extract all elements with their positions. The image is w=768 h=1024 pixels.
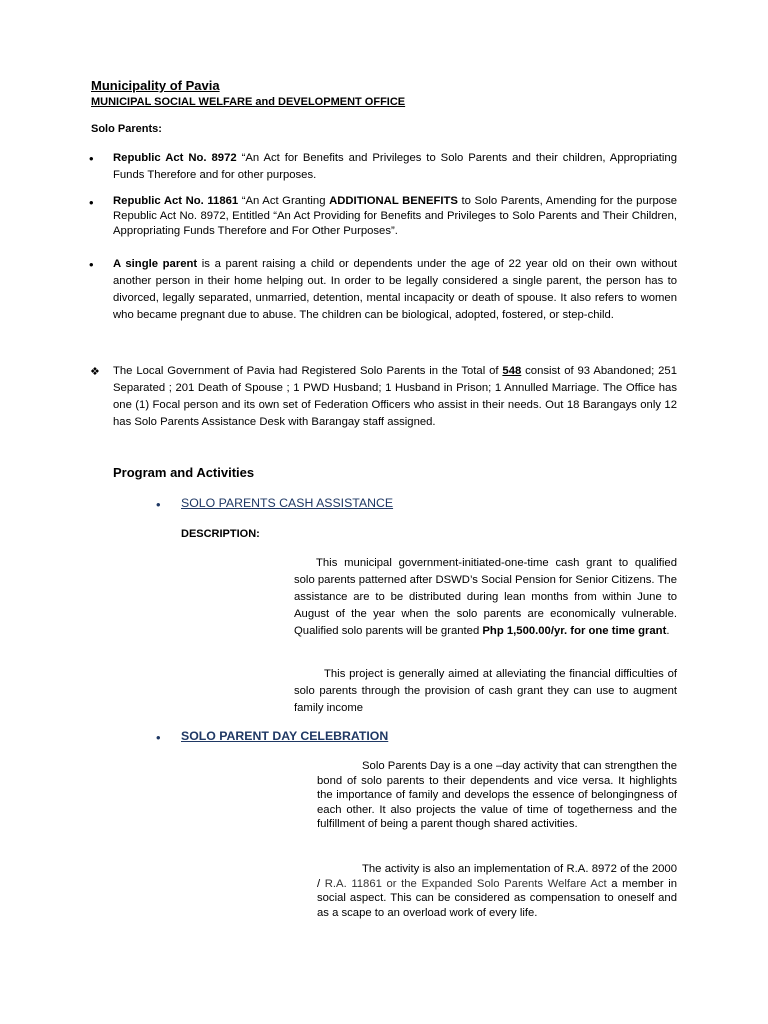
bullet-icon: •	[89, 257, 94, 272]
day-celebration-desc	[317, 759, 677, 832]
law-ra-11861-name: Republic Act No. 11861	[113, 195, 239, 207]
day-impl-text-a: The activity is also an implementation of R.A. 8972 of the 2000 /	[317, 863, 677, 890]
description-label: DESCRIPTION:	[181, 528, 260, 540]
registered-solo-parents	[113, 363, 677, 431]
solo-parents-label: Solo Parents:	[91, 123, 162, 135]
diamond-bullet-icon: ❖	[90, 366, 100, 378]
registered-total: 548	[502, 365, 522, 377]
law-ra-11861-text-c: to Solo Parents, Amending for the purpose Republic Act No. 8972, Entitled “An Act Providing for Benefits and Privileges to Solo Parents and Their Children, Appropriating Funds Therefore and For Other Purposes”.	[113, 195, 678, 237]
cash-assistance-desc	[294, 555, 677, 640]
office-title: MUNICIPAL SOCIAL WELFARE and DEVELOPMENT OFFICE	[91, 96, 406, 108]
single-parent-text: is a parent raising a child or dependents under the age of 22 year old on their own without another person in their home helping out. In order to be legally considered a single parent, the person has to divorced, legally separated, unmarried, detention, mental incapacity or death of spouse. It also refers to women who became pregnant due to abuse. The children can be biological, adopted, fostered, or step-child.	[113, 258, 677, 321]
single-parent-term: A single parent	[113, 258, 198, 270]
cash-aim-text: This project is generally aimed at alleviating the financial difficulties of solo parents through the provision of cash grant they can use to augment family income	[294, 668, 677, 714]
program-title: Program and Activities	[113, 465, 255, 480]
bullet-icon: •	[89, 195, 94, 210]
day-celebration-title: SOLO PARENT DAY CELEBRATION	[181, 729, 389, 743]
law-ra-8972	[113, 150, 677, 184]
law-ra-11861-text-a: “An Act Granting	[238, 195, 330, 207]
law-ra-8972-text: “An Act for Benefits and Privileges to Solo Parents and their children, Appropriating Funds Therefore and for other purposes.	[113, 152, 678, 181]
cash-assistance-aim	[294, 666, 677, 717]
law-ra-11861	[113, 194, 677, 239]
bullet-icon: •	[156, 497, 161, 512]
day-celebration-implementation	[317, 862, 677, 920]
law-ra-11861-additional-benefits: ADDITIONAL BENEFITS	[329, 195, 458, 207]
single-parent-definition	[113, 256, 677, 324]
registered-text-b: consist of 93 Abandoned; 251 Separated ; 201 Death of Spouse ; 1 PWD Husband; 1 Husband in Prison; 1 Annulled Marriage. The Office has one (1) Focal person and its own set of Federation Officers who assist in their needs. Out 18 Barangays only 12 has Solo Parents Assistance Desk with Barangay staff assigned.	[113, 365, 677, 428]
cash-grant-amount: Php 1,500.00/yr. for one time grant	[482, 625, 667, 637]
registered-text-a: The Local Government of Pavia had Registered Solo Parents in the Total of	[113, 365, 503, 377]
law-ra-8972-name: Republic Act No. 8972	[113, 152, 237, 164]
day-impl-ra-11861: R.A. 11861 or the Expanded Solo Parents Welfare Act	[324, 877, 607, 890]
cash-desc-text: This municipal government-initiated-one-time cash grant to qualified solo parents patterned after DSWD’s Social Pension for Senior Citizens. The assistance are to be distributed during lean months from within June to August of the year when the solo parents are economically vulnerable. Qualified solo parents will be granted	[294, 557, 677, 637]
day-desc-text: Solo Parents Day is a one –day activity that can strengthen the bond of solo parents to their dependents and vice versa. It highlights the importance of family and develops the essence of belongingness of each other. It also projects the value of time of togetherness and the fulfillment of being a parent though shared activities.	[317, 760, 677, 831]
municipality-title: Municipality of Pavia	[91, 78, 220, 93]
cash-assistance-title: SOLO PARENTS CASH ASSISTANCE	[181, 496, 394, 510]
cash-desc-end: .	[666, 625, 670, 637]
day-impl-text-c: a member in social aspect. This can be considered as compensation to oneself and as a scape to an overload work of every life.	[317, 877, 677, 919]
bullet-icon: •	[156, 730, 161, 745]
bullet-icon: •	[89, 151, 94, 166]
